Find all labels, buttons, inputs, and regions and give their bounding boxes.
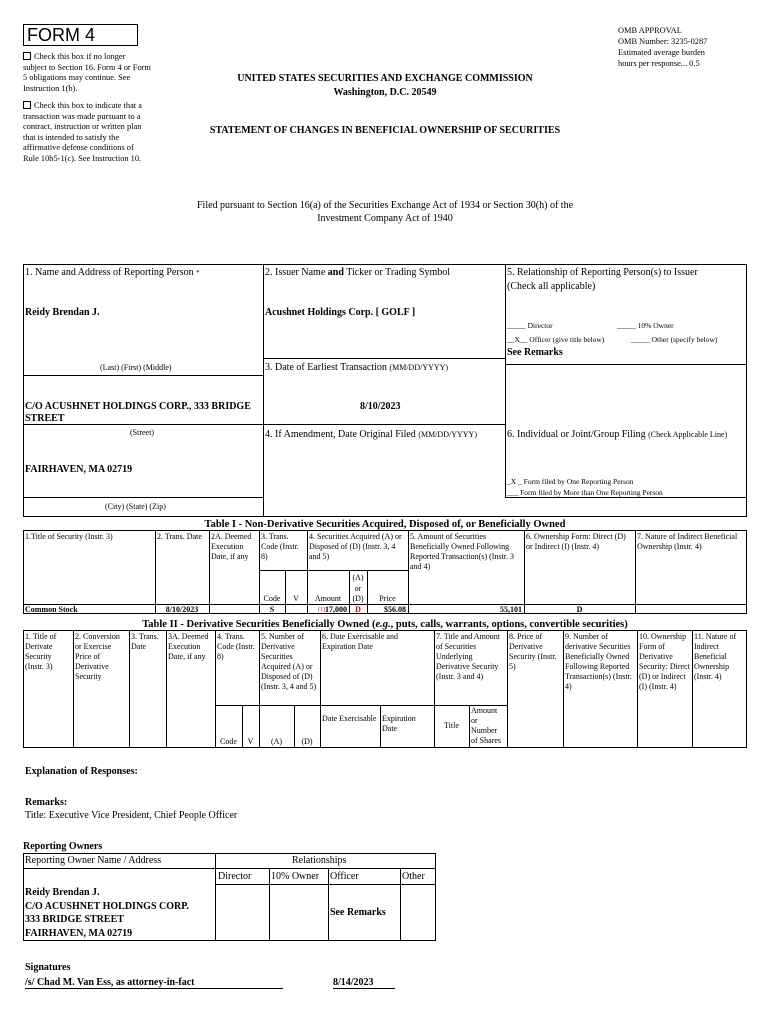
t2-h3: 3. Trans. Date	[131, 632, 159, 651]
t2-sub-exp: Expiration Date	[382, 714, 416, 733]
reporting-info-grid	[23, 264, 747, 517]
t1-h5: 5. Amount of Securities Beneficially Owned Following Reported Transaction(s) (Instr. 3 and 4)	[410, 532, 514, 571]
t1-row-owned: 55,101	[500, 605, 522, 614]
t1-h6: 6. Ownership Form: Direct (D) or Indirect (I) (Instr. 4)	[526, 532, 626, 551]
filed-more-persons: ___ Form filed by More than One Reporting Person	[507, 488, 663, 497]
officer-option: __X__ Officer (give title below)	[507, 335, 605, 344]
omb-approval	[618, 25, 763, 69]
city-hint: (City) (State) (Zip)	[105, 502, 166, 511]
t1-row-date: 8/10/2023	[165, 605, 199, 614]
omb-line: hours per response... 0.5	[618, 59, 700, 68]
owner-address: Reidy Brendan J. C/O ACUSHNET HOLDINGS CORP. 333 BRIDGE STREET FAIRHAVEN, MA 02719	[25, 887, 189, 939]
agency-name: UNITED STATES SECURITIES AND EXCHANGE COMMISSION	[237, 73, 533, 84]
col-10pct: 10% Owner	[271, 871, 320, 882]
explanation-heading: Explanation of Responses:	[25, 766, 138, 777]
t1-sub-code: Code	[263, 594, 281, 603]
box6-label: 6. Individual or Joint/Group Filing (Check Applicable Line)	[507, 429, 728, 440]
box3-label: 3. Date of Earliest Transaction (MM/DD/YYYY)	[265, 362, 449, 373]
t1-row-amount: $^{(1)}$17,000	[318, 605, 347, 614]
t2-h11: 11. Nature of Indirect Beneficial Ownership (Instr. 4)	[694, 632, 737, 681]
street-hint: (Street)	[130, 428, 154, 437]
table2-title: Table II - Derivative Securities Beneficially Owned (e.g., puts, calls, warrants, options, convertible securities)	[142, 619, 628, 630]
statement-title: STATEMENT OF CHANGES IN BENEFICIAL OWNERSHIP OF SECURITIES	[209, 125, 561, 136]
t2-h3a: 3A. Deemed Execution Date, if any	[168, 632, 209, 661]
agency-city: Washington, D.C. 20549	[333, 87, 437, 98]
t1-row-code: S	[269, 605, 275, 614]
t1-sub-amount: Amount	[314, 594, 342, 603]
t2-h5: 5. Number of Derivative Securities Acquired (A) or Disposed of (D) (Instr. 3, 4 and 5)	[261, 632, 317, 691]
t2-sub-a: (A)	[270, 737, 283, 746]
t1-row-security: Common Stock	[25, 605, 78, 614]
checkbox1-text: Check this box if no longer subject to Section 16. Form 4 or Form 5 obligations may continue. See Instruction 1(b).	[23, 52, 151, 93]
t1-h4: 4. Securities Acquired (A) or Disposed of (D) (Instr. 3, 4 and 5)	[309, 532, 402, 561]
checkbox-rule-10b5-1[interactable]	[23, 101, 151, 164]
col-relationships: Relationships	[292, 855, 347, 866]
checkbox-icon[interactable]	[23, 52, 31, 60]
t2-h2: 2. Conversion or Exercise Price of Derivative Security	[75, 632, 120, 681]
table1-title: Table I - Non-Derivative Securities Acquired, Disposed of, or Beneficially Owned	[204, 519, 566, 530]
box5-label2: (Check all applicable)	[507, 281, 596, 292]
signature-date: 8/14/2023	[333, 977, 395, 989]
t1-row-price: $56.08	[384, 605, 406, 614]
name-hint: (Last) (First) (Middle)	[100, 363, 172, 372]
t1-h7: 7. Nature of Indirect Beneficial Ownership (Instr. 4)	[637, 532, 738, 551]
omb-line: Estimated average burden	[618, 48, 705, 57]
omb-line: OMB Number: 3235-0287	[618, 37, 708, 46]
filed-pursuant-line1: Filed pursuant to Section 16(a) of the Securities Exchange Act of 1934 or Section 30(h) of the	[196, 200, 574, 211]
t1-h3: 3. Trans. Code (Instr. 8)	[261, 532, 299, 561]
t1-h2a: 2A. Deemed Execution Date, if any	[211, 532, 252, 561]
t1-sub-price: Price	[379, 594, 396, 603]
reporting-person-city: FAIRHAVEN, MA 02719	[25, 464, 133, 475]
earliest-transaction-date: 8/10/2023	[360, 401, 401, 412]
t1-row-form: D	[576, 605, 583, 614]
ten-pct-option: _____ 10% Owner	[617, 321, 674, 330]
reporting-owners-heading: Reporting Owners	[23, 841, 103, 852]
box1-label: 1. Name and Address of Reporting Person *	[25, 267, 200, 278]
t1-sub-v: V	[293, 594, 299, 603]
t2-sub-v: V	[247, 737, 254, 746]
signatures-heading: Signatures	[25, 962, 71, 973]
form-title: FORM 4	[23, 24, 138, 46]
col-owner-name: Reporting Owner Name / Address	[25, 855, 162, 866]
director-option: _____ Director	[507, 321, 553, 330]
col-officer: Officer	[330, 871, 359, 882]
checkbox2-text: Check this box to indicate that a transaction was made pursuant to a contract, instruction or written plan that is intended to satisfy the affirmative defense conditions of Rule 10b5-1(c). See Instruction 10.	[23, 101, 142, 163]
t2-sub-date-ex: Date Exercisable	[322, 714, 377, 723]
reporting-person-street: C/O ACUSHNET HOLDINGS CORP., 333 BRIDGE STREET	[25, 401, 251, 424]
remarks-heading: Remarks:	[25, 797, 68, 808]
t2-h8: 8. Price of Derivative Security (Instr. 5)	[509, 632, 557, 671]
t2-sub-d: (D)	[301, 737, 313, 746]
other-option: _____ Other (specify below)	[631, 335, 718, 344]
t2-sub-amount: Amount or Number of Shares	[471, 706, 501, 745]
filed-one-person: _X _ Form filed by One Reporting Person	[507, 477, 634, 486]
omb-line: OMB APPROVAL	[618, 26, 682, 35]
issuer-name: Acushnet Holdings Corp. [ GOLF ]	[265, 307, 416, 318]
box4-label: 4. If Amendment, Date Original Filed (MM/DD/YYYY)	[265, 429, 477, 440]
box5-label: 5. Relationship of Reporting Person(s) to Issuer	[507, 267, 698, 278]
filed-pursuant-line2: Investment Company Act of 1940	[317, 213, 453, 224]
checkbox-no-longer-subject[interactable]	[23, 52, 151, 94]
t1-sub-aord: (A) or (D)	[352, 573, 364, 603]
t2-h4: 4. Trans. Code (Instr. 8)	[217, 632, 255, 661]
t2-h9: 9. Number of derivative Securities Beneficially Owned Following Reported Transaction(s) (Instr. 4)	[565, 632, 632, 691]
t1-h2: 2. Trans. Date	[157, 532, 202, 541]
t1-row-aord: D	[355, 605, 361, 614]
col-director: Director	[218, 871, 252, 882]
see-remarks: See Remarks	[507, 347, 563, 358]
t1-h1: 1.Title of Security (Instr. 3)	[25, 532, 113, 541]
col-other: Other	[402, 871, 425, 882]
t2-sub-code: Code	[220, 737, 237, 746]
box2-label: 2. Issuer Name and Ticker or Trading Symbol	[265, 267, 451, 278]
t2-h7: 7. Title and Amount of Securities Underlying Derivative Security (Instr. 3 and 4)	[436, 632, 501, 681]
owner-officer-value: See Remarks	[330, 907, 386, 918]
remarks-text: Title: Executive Vice President, Chief People Officer	[25, 810, 238, 821]
t2-sub-title: Title	[444, 721, 459, 730]
reporting-person-name: Reidy Brendan J.	[25, 307, 100, 318]
t2-h10: 10. Ownership Form of Derivative Security: Direct (D) or Indirect (I) (Instr. 4)	[639, 632, 690, 691]
t2-h6: 6. Date Exercisable and Expiration Date	[322, 632, 398, 651]
signature: /s/ Chad M. Van Ess, as attorney-in-fact	[25, 977, 283, 989]
checkbox-icon[interactable]	[23, 101, 31, 109]
t2-h1: 1. Title of Derivate Security (Instr. 3)	[25, 632, 57, 671]
